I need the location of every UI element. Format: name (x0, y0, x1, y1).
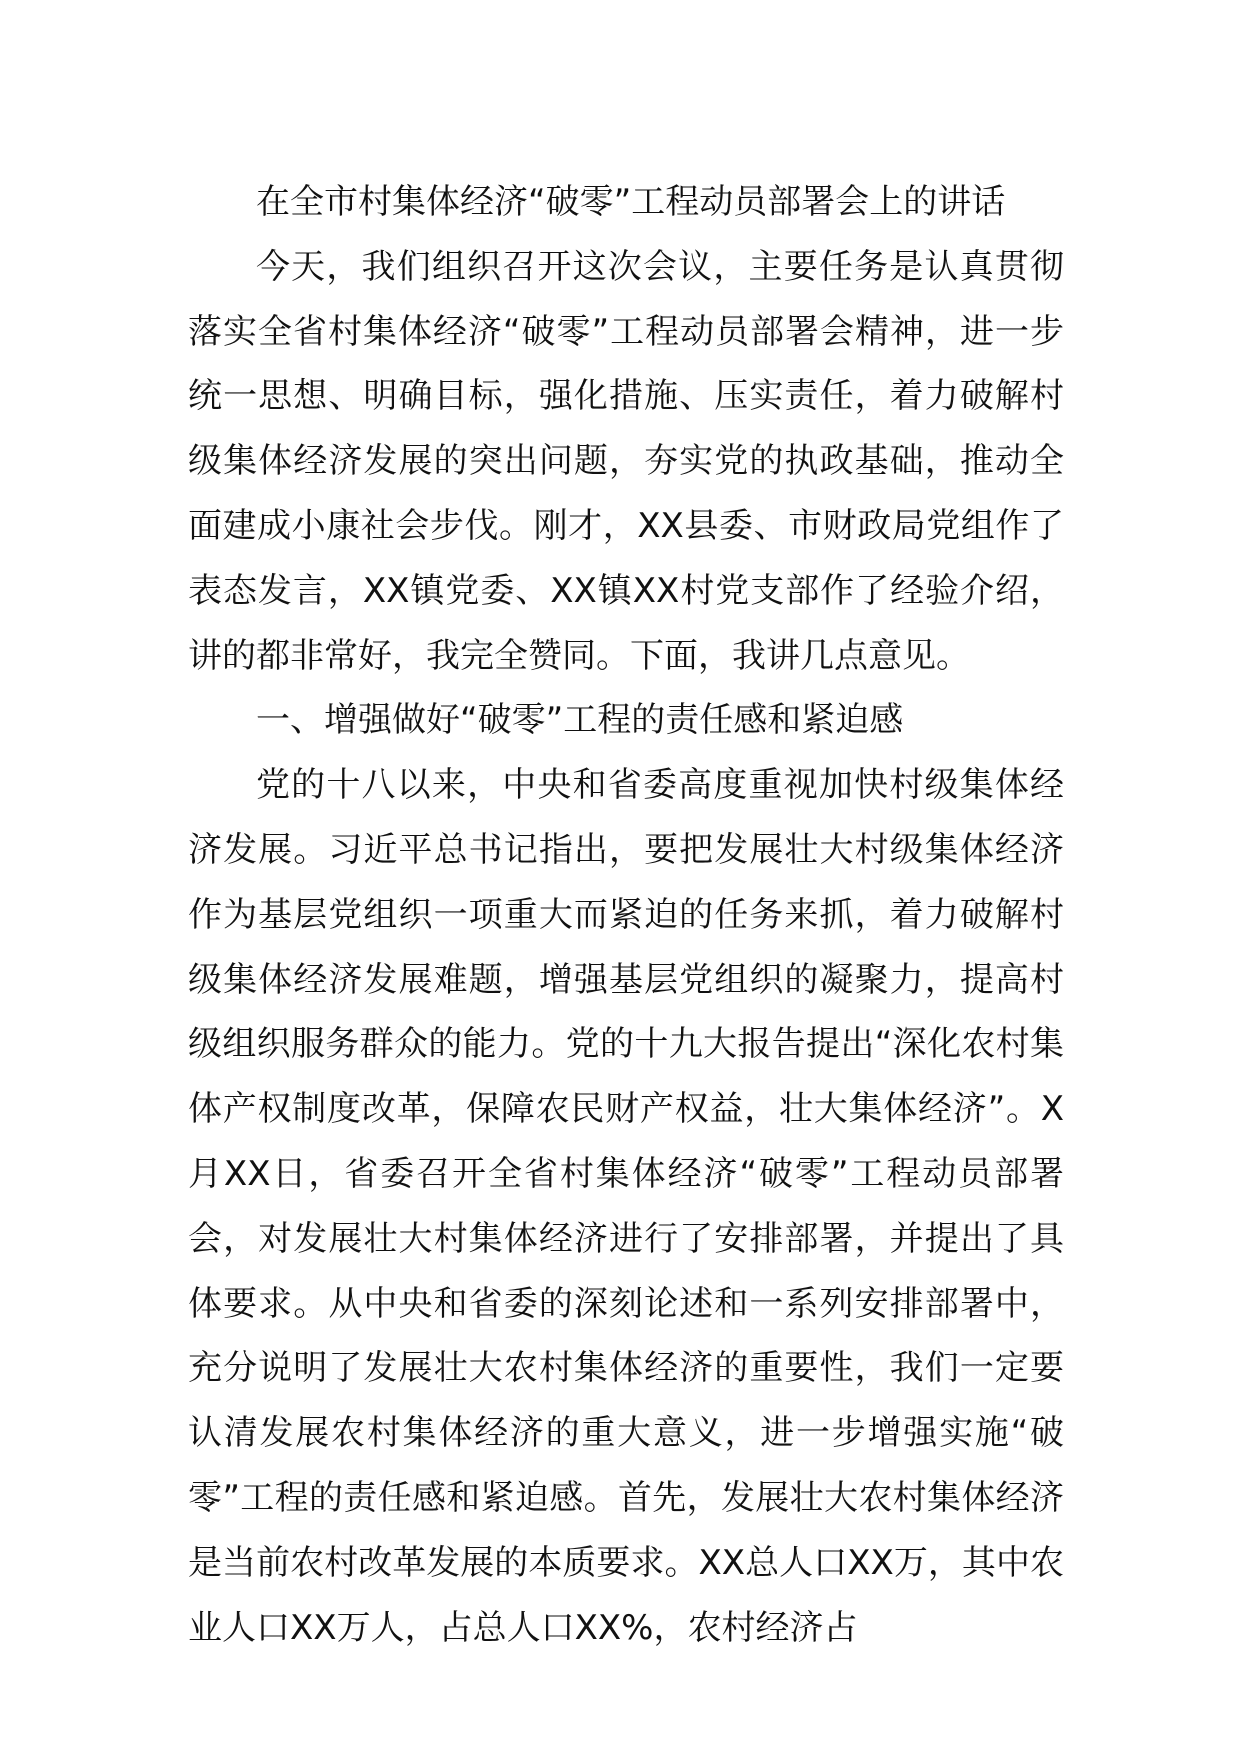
section-heading-1: 一、增强做好“破零”工程的责任感和紧迫感 (256, 700, 904, 741)
document-body (188, 170, 1064, 1660)
document-title: 在全市村集体经济“破零”工程动员部署会上的讲话 (256, 182, 1006, 222)
section-1-paragraph: 党的十八以来，中央和省委高度重视加快村级集体经济发展。习近平总书记指出，要把发展壮大村级集体经济作为基层党组织一项重大而紧迫的任务来抓，着力破解村级集体经济发展难题，增强基层党组织的凝聚力，提高村级组织服务群众的能力。党的十九大报告提出“深化农村集体产权制度改革，保障农民财产权益，壮大集体经济”。X月XX日，省委召开全省村集体经济“破零”工程动员部署会，对发展壮大村集体经济进行了安排部署，并提出了具体要求。从中央和省委的深刻论述和一系列安排部署中，充分说明了发展壮大农村集体经济的重要性，我们一定要认清发展农村集体经济的重大意义，进一步增强实施“破零”工程的责任感和紧迫感。首先，发展壮大农村集体经济是当前农村改革发展的本质要求。XX总人口XX万，其中农业人口XX万人，占总人口XX%，农村经济占 (188, 765, 1064, 1648)
intro-paragraph: 今天，我们组织召开这次会议，主要任务是认真贯彻落实全省村集体经济“破零”工程动员部署会精神，进一步统一思想、明确目标，强化措施、压实责任，着力破解村级集体经济发展的突出问题，夯实党的执政基础，推动全面建成小康社会步伐。刚才，XX县委、市财政局党组作了表态发言，XX镇党委、XX镇XX村党支部作了经验介绍，讲的都非常好，我完全赞同。下面，我讲几点意见。 (188, 246, 1064, 676)
